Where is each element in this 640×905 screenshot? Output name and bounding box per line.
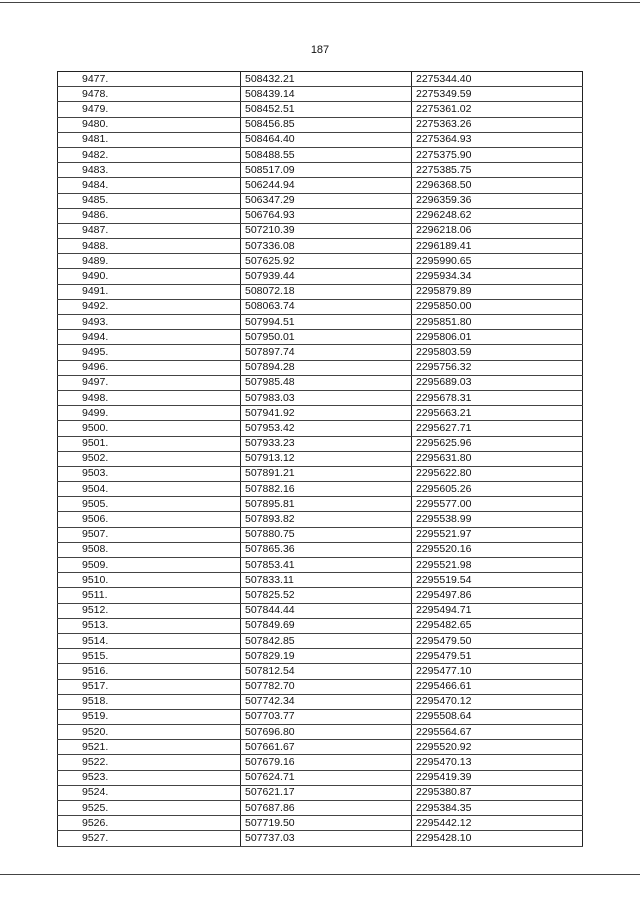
y-coordinate-cell: 2295482.65 [412, 618, 583, 633]
y-coordinate-cell: 2295508.64 [412, 709, 583, 724]
table-row [58, 132, 583, 147]
x-coordinate-cell: 507742.34 [241, 694, 412, 709]
point-number-cell: 9489. [58, 254, 241, 269]
x-coordinate-cell: 507687.86 [241, 801, 412, 816]
table-row [58, 694, 583, 709]
y-coordinate-cell: 2295879.89 [412, 284, 583, 299]
table-row [58, 436, 583, 451]
point-number-cell: 9507. [58, 527, 241, 542]
x-coordinate-cell: 507882.16 [241, 482, 412, 497]
y-coordinate-cell: 2295564.67 [412, 725, 583, 740]
y-coordinate-cell: 2295850.00 [412, 299, 583, 314]
point-number-cell: 9477. [58, 72, 241, 87]
point-number-cell: 9516. [58, 664, 241, 679]
x-coordinate-cell: 507983.03 [241, 390, 412, 405]
x-coordinate-cell: 508439.14 [241, 87, 412, 102]
x-coordinate-cell: 507865.36 [241, 542, 412, 557]
y-coordinate-cell: 2295622.80 [412, 466, 583, 481]
top-edge-rule [0, 2, 640, 3]
point-number-cell: 9485. [58, 193, 241, 208]
point-number-cell: 9525. [58, 801, 241, 816]
y-coordinate-cell: 2295756.32 [412, 360, 583, 375]
page-number: 187 [310, 44, 330, 56]
y-coordinate-cell: 2295625.96 [412, 436, 583, 451]
table-row [58, 542, 583, 557]
table-row [58, 451, 583, 466]
y-coordinate-cell: 2275349.59 [412, 87, 583, 102]
y-coordinate-cell: 2295477.10 [412, 664, 583, 679]
point-number-cell: 9484. [58, 178, 241, 193]
y-coordinate-cell: 2296368.50 [412, 178, 583, 193]
point-number-cell: 9505. [58, 497, 241, 512]
point-number-cell: 9495. [58, 345, 241, 360]
y-coordinate-cell: 2275363.26 [412, 117, 583, 132]
table-row [58, 390, 583, 405]
point-number-cell: 9506. [58, 512, 241, 527]
y-coordinate-cell: 2295520.16 [412, 542, 583, 557]
table-row [58, 603, 583, 618]
point-number-cell: 9509. [58, 558, 241, 573]
point-number-cell: 9493. [58, 315, 241, 330]
point-number-cell: 9521. [58, 740, 241, 755]
x-coordinate-cell: 507939.44 [241, 269, 412, 284]
point-number-cell: 9486. [58, 208, 241, 223]
x-coordinate-cell: 507679.16 [241, 755, 412, 770]
y-coordinate-cell: 2295497.86 [412, 588, 583, 603]
point-number-cell: 9497. [58, 375, 241, 390]
table-row [58, 740, 583, 755]
point-number-cell: 9500. [58, 421, 241, 436]
y-coordinate-cell: 2275364.93 [412, 132, 583, 147]
y-coordinate-cell: 2296189.41 [412, 239, 583, 254]
y-coordinate-cell: 2295678.31 [412, 390, 583, 405]
table-row [58, 178, 583, 193]
table-row [58, 755, 583, 770]
point-number-cell: 9523. [58, 770, 241, 785]
table-row [58, 649, 583, 664]
table-row [58, 72, 583, 87]
table-row [58, 466, 583, 481]
y-coordinate-cell: 2296248.62 [412, 208, 583, 223]
table-row [58, 725, 583, 740]
x-coordinate-cell: 507661.67 [241, 740, 412, 755]
point-number-cell: 9515. [58, 649, 241, 664]
x-coordinate-cell: 506764.93 [241, 208, 412, 223]
x-coordinate-cell: 507953.42 [241, 421, 412, 436]
table-row [58, 588, 583, 603]
point-number-cell: 9499. [58, 406, 241, 421]
point-number-cell: 9510. [58, 573, 241, 588]
x-coordinate-cell: 508063.74 [241, 299, 412, 314]
x-coordinate-cell: 507782.70 [241, 679, 412, 694]
y-coordinate-cell: 2295521.98 [412, 558, 583, 573]
y-coordinate-cell: 2295689.03 [412, 375, 583, 390]
x-coordinate-cell: 507941.92 [241, 406, 412, 421]
x-coordinate-cell: 507849.69 [241, 618, 412, 633]
point-number-cell: 9513. [58, 618, 241, 633]
point-number-cell: 9520. [58, 725, 241, 740]
point-number-cell: 9526. [58, 816, 241, 831]
point-number-cell: 9517. [58, 679, 241, 694]
y-coordinate-cell: 2295466.61 [412, 679, 583, 694]
y-coordinate-cell: 2295851.80 [412, 315, 583, 330]
point-number-cell: 9480. [58, 117, 241, 132]
y-coordinate-cell: 2295494.71 [412, 603, 583, 618]
x-coordinate-cell: 508488.55 [241, 147, 412, 162]
y-coordinate-cell: 2295577.00 [412, 497, 583, 512]
x-coordinate-cell: 507950.01 [241, 330, 412, 345]
x-coordinate-cell: 507825.52 [241, 588, 412, 603]
x-coordinate-cell: 507913.12 [241, 451, 412, 466]
x-coordinate-cell: 507621.17 [241, 785, 412, 800]
table-row [58, 284, 583, 299]
table-row [58, 87, 583, 102]
y-coordinate-cell: 2295521.97 [412, 527, 583, 542]
table-row [58, 770, 583, 785]
x-coordinate-cell: 507625.92 [241, 254, 412, 269]
y-coordinate-cell: 2275361.02 [412, 102, 583, 117]
x-coordinate-cell: 507994.51 [241, 315, 412, 330]
y-coordinate-cell: 2295538.99 [412, 512, 583, 527]
point-number-cell: 9496. [58, 360, 241, 375]
table-row [58, 664, 583, 679]
point-number-cell: 9519. [58, 709, 241, 724]
table-row [58, 299, 583, 314]
x-coordinate-cell: 508072.18 [241, 284, 412, 299]
x-coordinate-cell: 507895.81 [241, 497, 412, 512]
y-coordinate-cell: 2295934.34 [412, 269, 583, 284]
x-coordinate-cell: 507829.19 [241, 649, 412, 664]
table-row [58, 831, 583, 846]
point-number-cell: 9487. [58, 223, 241, 238]
table-row [58, 360, 583, 375]
point-number-cell: 9512. [58, 603, 241, 618]
y-coordinate-cell: 2295806.01 [412, 330, 583, 345]
y-coordinate-cell: 2295442.12 [412, 816, 583, 831]
y-coordinate-cell: 2295428.10 [412, 831, 583, 846]
table-row [58, 679, 583, 694]
y-coordinate-cell: 2295419.39 [412, 770, 583, 785]
table-row [58, 421, 583, 436]
table-row [58, 618, 583, 633]
point-number-cell: 9494. [58, 330, 241, 345]
point-number-cell: 9522. [58, 755, 241, 770]
x-coordinate-cell: 507844.44 [241, 603, 412, 618]
y-coordinate-cell: 2295479.50 [412, 633, 583, 648]
point-number-cell: 9511. [58, 588, 241, 603]
point-number-cell: 9491. [58, 284, 241, 299]
table-row [58, 375, 583, 390]
point-number-cell: 9488. [58, 239, 241, 254]
table-row [58, 330, 583, 345]
x-coordinate-cell: 507210.39 [241, 223, 412, 238]
x-coordinate-cell: 507933.23 [241, 436, 412, 451]
point-number-cell: 9479. [58, 102, 241, 117]
x-coordinate-cell: 506347.29 [241, 193, 412, 208]
table-row [58, 482, 583, 497]
x-coordinate-cell: 508517.09 [241, 163, 412, 178]
x-coordinate-cell: 507893.82 [241, 512, 412, 527]
y-coordinate-cell: 2295384.35 [412, 801, 583, 816]
table-row [58, 633, 583, 648]
point-number-cell: 9498. [58, 390, 241, 405]
y-coordinate-cell: 2275375.90 [412, 147, 583, 162]
point-number-cell: 9490. [58, 269, 241, 284]
y-coordinate-cell: 2295470.12 [412, 694, 583, 709]
y-coordinate-cell: 2295380.87 [412, 785, 583, 800]
table-row [58, 223, 583, 238]
x-coordinate-cell: 507880.75 [241, 527, 412, 542]
table-row [58, 527, 583, 542]
y-coordinate-cell: 2275344.40 [412, 72, 583, 87]
y-coordinate-cell: 2296218.06 [412, 223, 583, 238]
x-coordinate-cell: 507696.80 [241, 725, 412, 740]
table-row [58, 193, 583, 208]
table-row [58, 254, 583, 269]
x-coordinate-cell: 507891.21 [241, 466, 412, 481]
table-row [58, 208, 583, 223]
y-coordinate-cell: 2295470.13 [412, 755, 583, 770]
bottom-edge-rule [0, 874, 640, 875]
table-row [58, 801, 583, 816]
y-coordinate-cell: 2295803.59 [412, 345, 583, 360]
point-number-cell: 9527. [58, 831, 241, 846]
table-row [58, 785, 583, 800]
x-coordinate-cell: 507842.85 [241, 633, 412, 648]
y-coordinate-cell: 2275385.75 [412, 163, 583, 178]
y-coordinate-cell: 2295479.51 [412, 649, 583, 664]
point-number-cell: 9518. [58, 694, 241, 709]
x-coordinate-cell: 508452.51 [241, 102, 412, 117]
x-coordinate-cell: 508432.21 [241, 72, 412, 87]
point-number-cell: 9481. [58, 132, 241, 147]
point-number-cell: 9504. [58, 482, 241, 497]
table-row [58, 147, 583, 162]
table-row [58, 709, 583, 724]
point-number-cell: 9478. [58, 87, 241, 102]
table-row [58, 816, 583, 831]
y-coordinate-cell: 2296359.36 [412, 193, 583, 208]
y-coordinate-cell: 2295990.65 [412, 254, 583, 269]
table-row [58, 117, 583, 132]
y-coordinate-cell: 2295605.26 [412, 482, 583, 497]
x-coordinate-cell: 507853.41 [241, 558, 412, 573]
x-coordinate-cell: 508464.40 [241, 132, 412, 147]
y-coordinate-cell: 2295631.80 [412, 451, 583, 466]
table-row [58, 345, 583, 360]
table-row [58, 512, 583, 527]
point-number-cell: 9503. [58, 466, 241, 481]
coordinates-table [57, 71, 583, 847]
point-number-cell: 9508. [58, 542, 241, 557]
table-row [58, 315, 583, 330]
table-row [58, 497, 583, 512]
x-coordinate-cell: 507719.50 [241, 816, 412, 831]
x-coordinate-cell: 507897.74 [241, 345, 412, 360]
y-coordinate-cell: 2295663.21 [412, 406, 583, 421]
point-number-cell: 9524. [58, 785, 241, 800]
table-row [58, 163, 583, 178]
table-row [58, 573, 583, 588]
table-row [58, 558, 583, 573]
x-coordinate-cell: 507624.71 [241, 770, 412, 785]
table-row [58, 269, 583, 284]
point-number-cell: 9501. [58, 436, 241, 451]
point-number-cell: 9482. [58, 147, 241, 162]
y-coordinate-cell: 2295520.92 [412, 740, 583, 755]
x-coordinate-cell: 507812.54 [241, 664, 412, 679]
point-number-cell: 9502. [58, 451, 241, 466]
table-row [58, 239, 583, 254]
table-row [58, 406, 583, 421]
coordinates-table-body [58, 72, 583, 847]
table-row [58, 102, 583, 117]
x-coordinate-cell: 507985.48 [241, 375, 412, 390]
point-number-cell: 9514. [58, 633, 241, 648]
x-coordinate-cell: 507833.11 [241, 573, 412, 588]
point-number-cell: 9483. [58, 163, 241, 178]
y-coordinate-cell: 2295627.71 [412, 421, 583, 436]
y-coordinate-cell: 2295519.54 [412, 573, 583, 588]
x-coordinate-cell: 507336.08 [241, 239, 412, 254]
x-coordinate-cell: 507894.28 [241, 360, 412, 375]
x-coordinate-cell: 508456.85 [241, 117, 412, 132]
x-coordinate-cell: 507737.03 [241, 831, 412, 846]
x-coordinate-cell: 506244.94 [241, 178, 412, 193]
point-number-cell: 9492. [58, 299, 241, 314]
x-coordinate-cell: 507703.77 [241, 709, 412, 724]
